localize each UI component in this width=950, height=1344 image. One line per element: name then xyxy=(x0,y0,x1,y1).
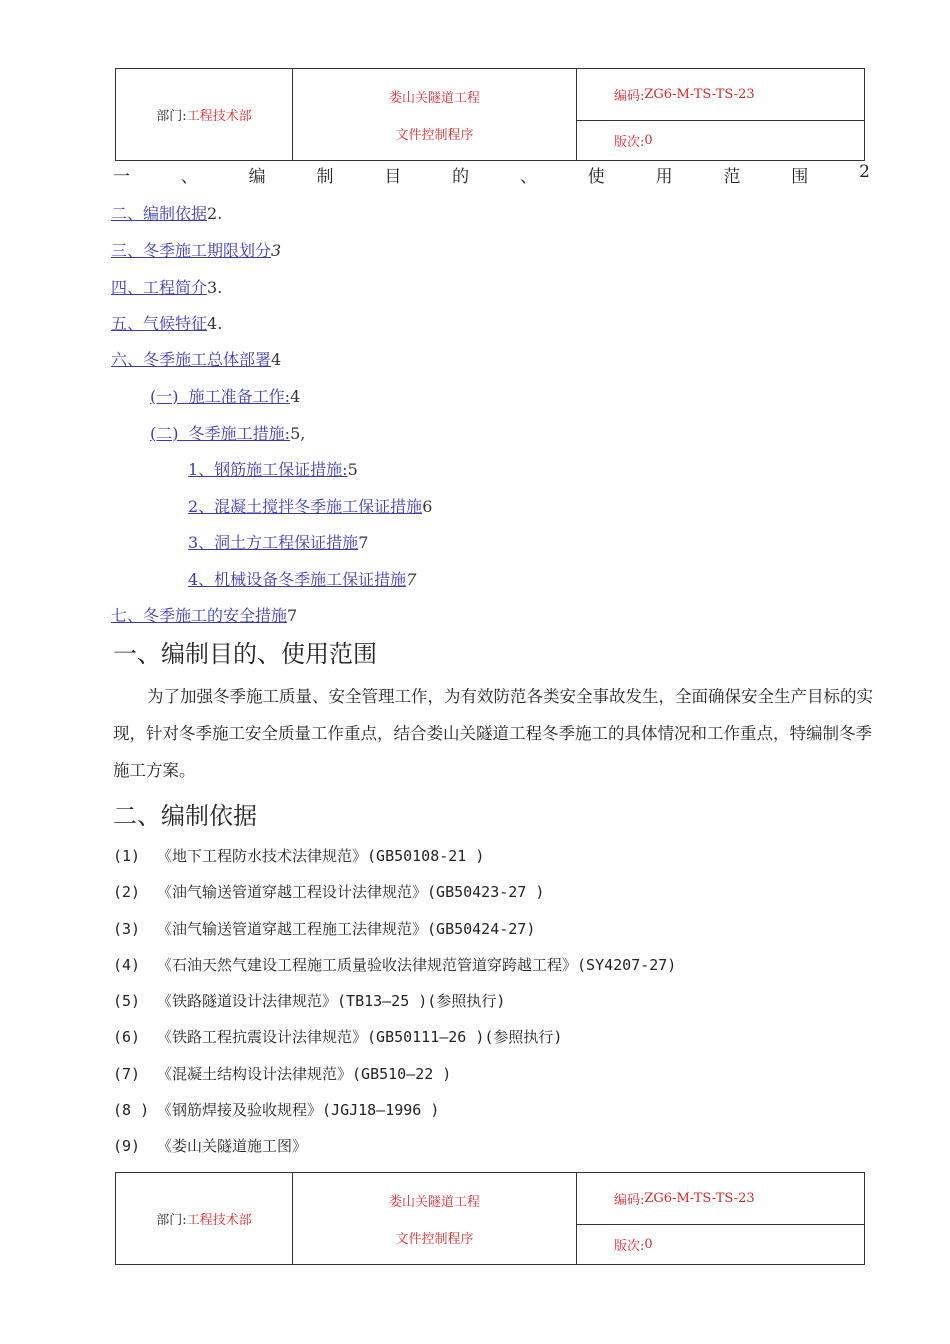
reference-text: 《混凝土结构设计法律规范》(GB510—22 ) xyxy=(157,1065,452,1083)
toc-page: 5, xyxy=(290,424,306,443)
code-row xyxy=(577,69,864,121)
dept-label: 部门: xyxy=(156,109,187,124)
reference-item xyxy=(113,845,484,866)
toc-link[interactable]: 二、编制依据 xyxy=(111,204,208,223)
toc-char: 使 xyxy=(587,167,605,187)
toc-page: 2. xyxy=(207,204,223,223)
toc-link[interactable]: 五、气候特征 xyxy=(111,314,208,333)
toc-link[interactable]: 1、钢筋施工保证措施: xyxy=(188,460,348,479)
toc-link[interactable]: 3、洞土方工程保证措施 xyxy=(188,533,359,552)
toc-item[interactable] xyxy=(111,275,222,298)
reference-num: (8 ) xyxy=(113,1101,150,1119)
section-2-heading: 二、编制依据 xyxy=(113,802,257,830)
toc-item-1-justified[interactable] xyxy=(113,162,870,187)
header-table-top xyxy=(115,68,865,161)
meta-cell xyxy=(577,1173,864,1264)
reference-num: (9) xyxy=(113,1137,141,1155)
reference-text: 《油气输送管道穿越工程施工法律规范》(GB50424-27) xyxy=(157,920,536,938)
toc-link[interactable]: 三、冬季施工期限划分 xyxy=(111,241,272,260)
reference-num: (5) xyxy=(113,992,141,1010)
toc-char: 目 xyxy=(384,167,402,187)
reference-num: (7) xyxy=(113,1065,141,1083)
toc-page: 3 xyxy=(271,241,282,260)
reference-num: (2) xyxy=(113,883,141,901)
dept-value: 工程技术部 xyxy=(186,1213,252,1228)
section-1-heading: 一、编制目的、使用范围 xyxy=(113,640,377,668)
toc-item[interactable] xyxy=(188,494,432,517)
toc-char: 一 xyxy=(113,167,130,187)
toc-link[interactable]: 四、工程简介 xyxy=(111,278,208,297)
toc-page: 4 xyxy=(290,387,301,406)
reference-text: 《地下工程防水技术法律规范》(GB50108-21 ) xyxy=(157,847,485,865)
code-value: ZG6-M-TS-TS-23 xyxy=(644,87,755,102)
toc-page: 7 xyxy=(406,570,417,589)
toc-item[interactable] xyxy=(111,201,222,224)
dept-value: 工程技术部 xyxy=(186,109,252,124)
toc-char: 、 xyxy=(519,167,537,187)
code-label: 编码: xyxy=(614,89,645,104)
project-name: 娄山关隧道工程 xyxy=(388,90,480,106)
code-row xyxy=(577,1173,864,1225)
toc-link[interactable]: 2、混凝土搅拌冬季施工保证措施 xyxy=(188,497,423,516)
toc-item[interactable] xyxy=(111,311,222,334)
toc-item[interactable] xyxy=(188,567,416,590)
dept-cell xyxy=(116,1173,293,1264)
reference-num: (3) xyxy=(113,920,141,938)
toc-page: 4 xyxy=(271,350,282,369)
reference-item xyxy=(113,990,505,1011)
reference-text: 《铁路工程抗震设计法律规范》(GB50111—26 )(参照执行) xyxy=(157,1028,563,1046)
dept-cell xyxy=(116,69,293,160)
toc-item[interactable] xyxy=(150,384,300,407)
toc-char: 围 xyxy=(791,167,809,187)
version-value: 0 xyxy=(644,133,653,148)
version-label: 版次: xyxy=(614,1239,645,1254)
toc-link[interactable]: 4、机械设备冬季施工保证措施 xyxy=(188,570,407,589)
toc-char: 的 xyxy=(452,167,470,187)
toc-page: 5 xyxy=(347,460,358,479)
toc-link[interactable]: (一) 施工准备工作: xyxy=(150,387,291,406)
title-cell xyxy=(293,69,577,160)
reference-num: (6) xyxy=(113,1028,141,1046)
toc-item[interactable] xyxy=(111,238,281,261)
toc-link[interactable]: 六、冬季施工总体部署 xyxy=(111,350,272,369)
toc-item[interactable] xyxy=(188,530,368,553)
toc-page: 7 xyxy=(287,606,298,625)
toc-page: 6 xyxy=(422,497,433,516)
reference-num: (1) xyxy=(113,847,141,865)
reference-item xyxy=(113,1063,451,1084)
section-1-body: 为了加强冬季施工质量、安全管理工作，为有效防范各类安全事故发生，全面确保安全生产目标的实现，针对冬季施工安全质量工作重点，结合娄山关隧道工程冬季施工的具体情况和工作重点，特编制冬季施工方案。 xyxy=(113,687,873,780)
version-value: 0 xyxy=(644,1237,653,1252)
toc-char: 2 xyxy=(859,162,870,182)
reference-item xyxy=(113,954,676,975)
toc-item[interactable] xyxy=(150,421,305,444)
project-name: 娄山关隧道工程 xyxy=(388,1194,480,1210)
title-cell xyxy=(293,1173,577,1264)
header-table-bottom xyxy=(115,1172,865,1265)
dept-label: 部门: xyxy=(156,1213,187,1228)
reference-item xyxy=(113,1026,562,1047)
reference-item xyxy=(113,918,535,939)
toc-char: 范 xyxy=(723,167,741,187)
toc-char: 制 xyxy=(316,167,334,187)
toc-page: 3. xyxy=(207,278,223,297)
reference-text: 《娄山关隧道施工图》 xyxy=(157,1137,308,1155)
reference-item xyxy=(113,1099,439,1120)
reference-item xyxy=(113,881,544,902)
meta-cell xyxy=(577,69,864,160)
version-row xyxy=(577,1225,864,1264)
toc-link[interactable]: 七、冬季施工的安全措施 xyxy=(111,606,288,625)
code-label: 编码: xyxy=(614,1193,645,1208)
toc-char: 、 xyxy=(180,167,198,187)
reference-item xyxy=(113,1135,307,1156)
toc-item[interactable] xyxy=(111,603,297,626)
toc-char: 编 xyxy=(248,167,266,187)
toc-page: 7 xyxy=(358,533,369,552)
toc-link[interactable]: (二) 冬季施工措施: xyxy=(150,424,291,443)
doc-title: 文件控制程序 xyxy=(395,127,474,143)
reference-text: 《石油天然气建设工程施工质量验收法律规范管道穿跨越工程》(SY4207-27) xyxy=(157,956,677,974)
toc-char: 用 xyxy=(655,167,673,187)
reference-text: 《油气输送管道穿越工程设计法律规范》(GB50423-27 ) xyxy=(157,883,545,901)
reference-text: 《铁路隧道设计法律规范》(TB13—25 )(参照执行) xyxy=(157,992,506,1010)
reference-text: 《钢筋焊接及验收规程》(JGJ18—1996 ) xyxy=(157,1101,440,1119)
version-label: 版次: xyxy=(614,135,645,150)
code-value: ZG6-M-TS-TS-23 xyxy=(644,1191,755,1206)
toc-item[interactable] xyxy=(188,457,358,480)
toc-page: 4. xyxy=(207,314,223,333)
toc-item[interactable] xyxy=(111,347,281,370)
reference-num: (4) xyxy=(113,956,141,974)
doc-title: 文件控制程序 xyxy=(395,1231,474,1247)
version-row xyxy=(577,121,864,160)
